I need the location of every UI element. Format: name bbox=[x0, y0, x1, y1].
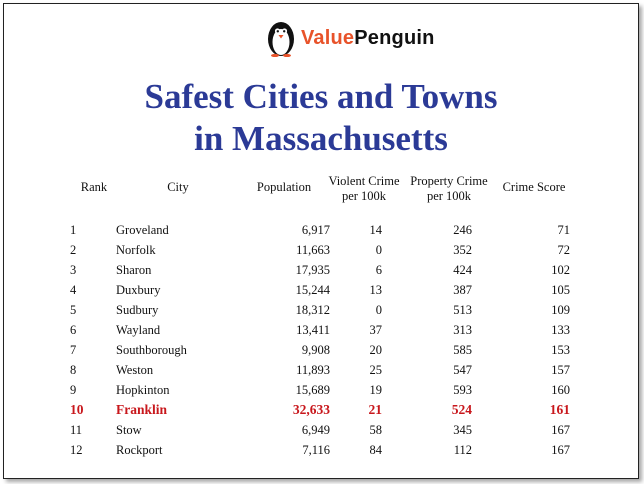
header-property-crime bbox=[404, 174, 494, 204]
cell-city: Weston bbox=[116, 363, 154, 377]
cell-score: 109 bbox=[551, 303, 570, 317]
header-population: Population bbox=[256, 180, 312, 194]
cell-rank: 3 bbox=[70, 263, 77, 277]
cell-score: 161 bbox=[549, 402, 570, 417]
cell-city: Duxbury bbox=[116, 283, 161, 297]
cell-population: 6,949 bbox=[301, 423, 330, 437]
cell-rank: 2 bbox=[70, 243, 77, 257]
cell-property: 387 bbox=[453, 283, 472, 297]
cell-score: 72 bbox=[557, 243, 570, 257]
cell-population: 6,917 bbox=[301, 223, 330, 237]
cell-city: Sharon bbox=[116, 263, 152, 277]
header-violent-crime bbox=[322, 174, 406, 204]
cell-property: 547 bbox=[453, 363, 472, 377]
cell-violent: 0 bbox=[375, 243, 382, 257]
cell-population: 15,244 bbox=[295, 283, 330, 297]
cell-property: 246 bbox=[453, 223, 472, 237]
cell-violent: 13 bbox=[369, 283, 382, 297]
cell-violent: 21 bbox=[368, 402, 382, 417]
cell-population: 9,908 bbox=[301, 343, 330, 357]
header-violent-crime-line-2: per 100k bbox=[341, 189, 387, 203]
cell-violent: 37 bbox=[369, 323, 382, 337]
cell-rank: 11 bbox=[70, 423, 83, 437]
cell-violent: 0 bbox=[375, 303, 382, 317]
cell-violent: 20 bbox=[369, 343, 382, 357]
cell-rank: 1 bbox=[70, 223, 77, 237]
cell-property: 112 bbox=[453, 443, 472, 457]
cell-population: 7,116 bbox=[302, 443, 330, 457]
cell-population: 17,935 bbox=[295, 263, 330, 277]
cell-rank: 4 bbox=[70, 283, 77, 297]
header-crime-score: Crime Score bbox=[502, 180, 566, 194]
valuepenguin-logo bbox=[266, 18, 435, 58]
infographic-frame bbox=[3, 3, 639, 479]
cell-property: 585 bbox=[453, 343, 472, 357]
cell-rank: 7 bbox=[70, 343, 77, 357]
cell-rank: 5 bbox=[70, 303, 77, 317]
cell-violent: 6 bbox=[375, 263, 382, 277]
cell-population: 32,633 bbox=[292, 402, 330, 417]
cell-population: 15,689 bbox=[295, 383, 330, 397]
cell-rank: 6 bbox=[70, 323, 77, 337]
cell-score: 105 bbox=[551, 283, 570, 297]
cell-population: 18,312 bbox=[295, 303, 330, 317]
cell-score: 71 bbox=[557, 223, 570, 237]
cell-violent: 84 bbox=[369, 443, 382, 457]
page-title-line-2: in Massachusetts bbox=[194, 119, 448, 158]
cell-property: 345 bbox=[453, 423, 472, 437]
cell-population: 11,893 bbox=[296, 363, 330, 377]
cell-city: Norfolk bbox=[116, 243, 156, 257]
cell-score: 133 bbox=[551, 323, 570, 337]
cell-city: Stow bbox=[116, 423, 142, 437]
cell-city: Franklin bbox=[116, 402, 168, 417]
cell-score: 167 bbox=[551, 423, 570, 437]
cell-rank: 10 bbox=[70, 402, 84, 417]
cell-violent: 14 bbox=[369, 223, 382, 237]
cell-city: Wayland bbox=[116, 323, 161, 337]
cell-population: 11,663 bbox=[296, 243, 330, 257]
cell-violent: 25 bbox=[369, 363, 382, 377]
logo-word-value: Value bbox=[301, 26, 355, 49]
cell-score: 153 bbox=[551, 343, 570, 357]
cell-rank: 12 bbox=[70, 443, 83, 457]
cell-city: Rockport bbox=[116, 443, 163, 457]
cell-city: Hopkinton bbox=[116, 383, 170, 397]
logo-wordmark bbox=[301, 27, 435, 50]
cell-score: 160 bbox=[551, 383, 570, 397]
header-property-crime-line-2: per 100k bbox=[426, 189, 472, 203]
cell-rank: 8 bbox=[70, 363, 77, 377]
cell-property: 513 bbox=[453, 303, 472, 317]
header-city: City bbox=[167, 180, 189, 194]
cell-rank: 9 bbox=[70, 383, 77, 397]
cell-violent: 58 bbox=[369, 423, 382, 437]
cell-violent: 19 bbox=[369, 383, 382, 397]
cell-property: 424 bbox=[453, 263, 472, 277]
cell-score: 157 bbox=[551, 363, 570, 377]
cell-score: 102 bbox=[551, 263, 570, 277]
cell-city: Southborough bbox=[116, 343, 187, 357]
cell-city: Sudbury bbox=[116, 303, 159, 317]
cell-city: Groveland bbox=[116, 223, 169, 237]
cell-score: 167 bbox=[551, 443, 570, 457]
header-property-crime-line-1: Property Crime bbox=[410, 174, 488, 188]
cell-property: 524 bbox=[451, 402, 472, 417]
page-title-line-1: Safest Cities and Towns bbox=[144, 77, 498, 116]
header-violent-crime-line-1: Violent Crime bbox=[328, 174, 400, 188]
header-rank: Rank bbox=[80, 180, 108, 194]
cell-property: 593 bbox=[453, 383, 472, 397]
penguin-icon bbox=[266, 19, 296, 57]
cell-population: 13,411 bbox=[296, 323, 330, 337]
logo-word-penguin: Penguin bbox=[354, 26, 435, 49]
cell-property: 352 bbox=[453, 243, 472, 257]
cell-property: 313 bbox=[453, 323, 472, 337]
